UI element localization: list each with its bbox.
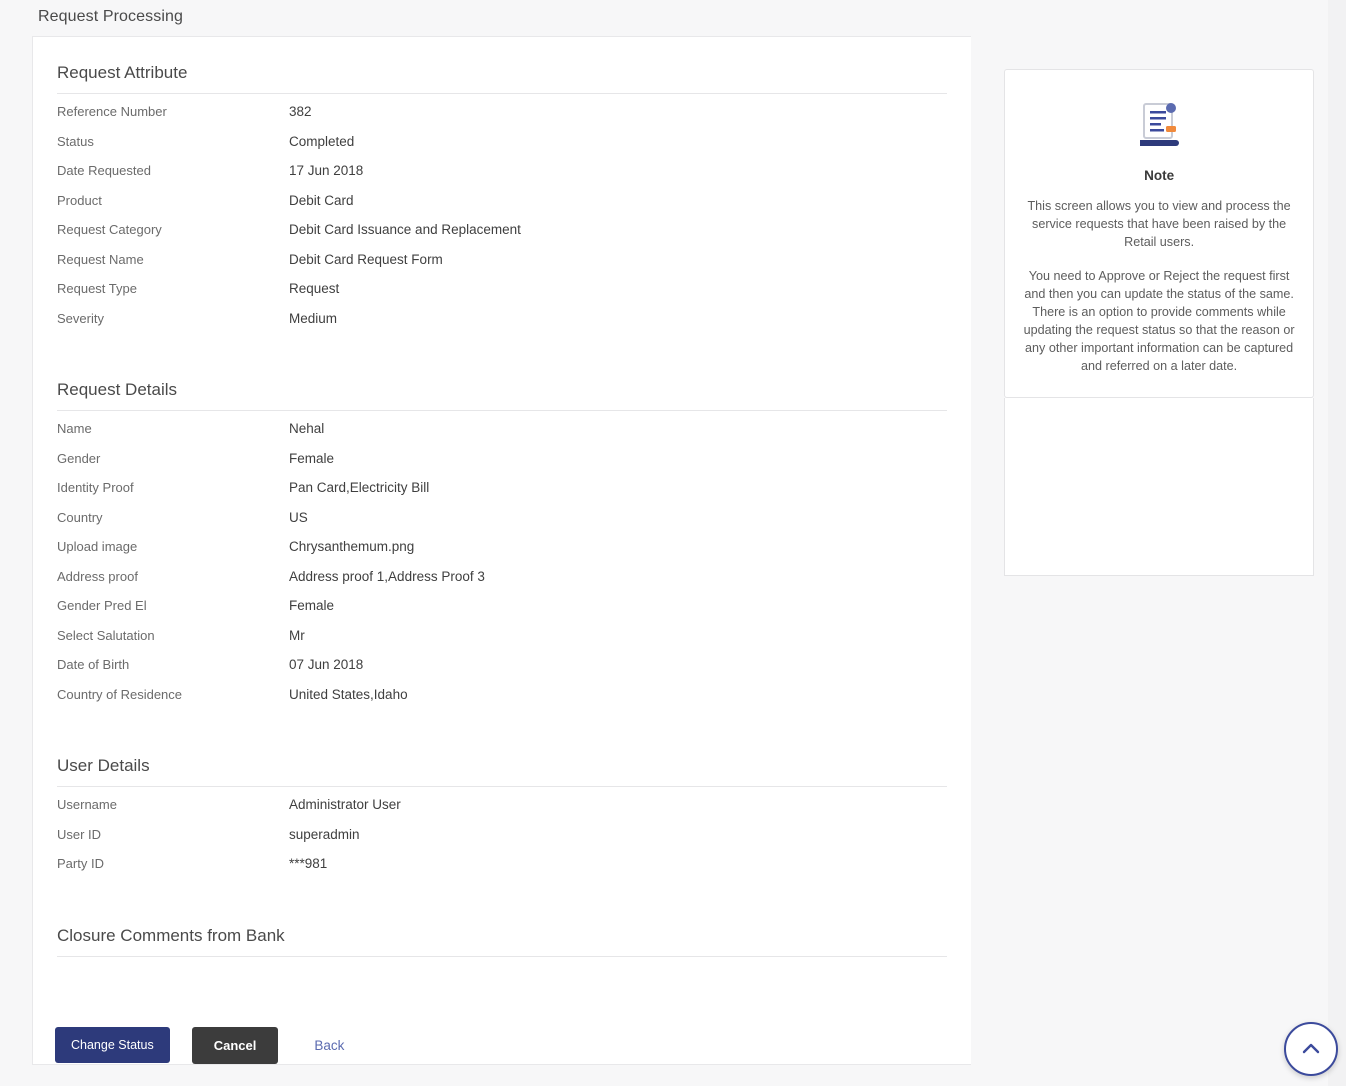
detail-row [57, 311, 947, 341]
detail-label: Request Name [57, 251, 144, 267]
detail-row [57, 134, 947, 164]
detail-row [57, 510, 947, 540]
detail-label: Select Salutation [57, 627, 155, 643]
detail-label: Reference Number [57, 104, 167, 119]
detail-label: Gender [57, 450, 101, 466]
request-details-rows [57, 411, 947, 716]
side-column [1004, 36, 1314, 576]
detail-row [57, 421, 947, 451]
detail-value: 07 Jun 2018 [289, 657, 364, 672]
detail-row [57, 628, 947, 658]
page-title: Request Processing [38, 8, 183, 25]
detail-label: Request Category [57, 222, 162, 237]
detail-row [57, 252, 947, 282]
detail-value: Nehal [289, 421, 325, 436]
side-blank-panel [1004, 398, 1314, 576]
detail-label: Date of Birth [57, 657, 130, 672]
request-attribute-rows [57, 94, 947, 340]
note-card [1004, 69, 1314, 398]
section-title-request-attribute: Request Attribute [57, 37, 947, 94]
detail-label: Request Type [57, 281, 137, 296]
detail-value: 382 [289, 104, 312, 119]
detail-row [57, 222, 947, 252]
section-title-user-details: User Details [57, 734, 947, 787]
back-link[interactable]: Back [308, 1028, 350, 1063]
section-closure-comments [33, 904, 971, 965]
detail-row [57, 797, 947, 827]
detail-row [57, 163, 947, 193]
detail-row [57, 480, 947, 510]
user-details-rows [57, 787, 947, 886]
detail-label: Country of Residence [57, 686, 183, 702]
request-processing-card [32, 36, 971, 1065]
detail-value: Chrysanthemum.png [289, 539, 415, 554]
detail-label: Identity Proof [57, 480, 134, 495]
detail-value: Address proof 1,Address Proof 3 [289, 568, 485, 584]
detail-value: Request [289, 281, 340, 296]
section-request-attribute [33, 37, 971, 340]
document-note-icon [1023, 96, 1295, 154]
detail-row [57, 451, 947, 481]
detail-value: Debit Card Request Form [289, 251, 443, 267]
note-paragraph: You need to Approve or Reject the request first and then you can update the status of the same. There is an option to provide comments while updating the request status so that the reason or any other important information can be captured and referred on a later date. [1023, 269, 1295, 373]
detail-label: Gender Pred El [57, 598, 147, 613]
detail-label: Date Requested [57, 163, 151, 178]
detail-value: Debit Card [289, 192, 354, 208]
chevron-up-icon [1299, 1037, 1323, 1061]
detail-row [57, 827, 947, 857]
detail-label: Country [57, 509, 103, 525]
detail-row [57, 193, 947, 223]
detail-value: Female [289, 450, 335, 466]
detail-label: Name [57, 421, 92, 436]
detail-label: User ID [57, 826, 102, 842]
detail-label: Product [57, 192, 102, 208]
page-right-edge [1328, 0, 1346, 1086]
detail-row [57, 598, 947, 628]
section-request-details [33, 358, 971, 716]
detail-row [57, 657, 947, 687]
detail-row [57, 687, 947, 717]
action-buttons [33, 965, 971, 1064]
detail-value: 17 Jun 2018 [289, 163, 364, 178]
detail-value: Female [289, 598, 335, 613]
detail-value: ***981 [289, 856, 328, 871]
detail-label: Severity [57, 310, 104, 326]
section-title-closure-comments: Closure Comments from Bank [57, 904, 947, 957]
detail-value: Mr [289, 627, 305, 643]
detail-row [57, 539, 947, 569]
note-paragraph: This screen allows you to view and process the service requests that have been raised by the Retail users. [1027, 199, 1291, 249]
detail-row [57, 569, 947, 599]
detail-label: Username [57, 797, 117, 812]
detail-value: Completed [289, 133, 355, 149]
detail-value: Pan Card,Electricity Bill [289, 480, 430, 495]
detail-row [57, 104, 947, 134]
detail-value: superadmin [289, 826, 360, 842]
detail-label: Status [57, 133, 94, 149]
section-title-request-details: Request Details [57, 358, 947, 411]
cancel-button[interactable]: Cancel [192, 1027, 279, 1064]
scroll-to-top-button[interactable] [1284, 1022, 1338, 1076]
spacer [33, 340, 971, 358]
detail-label: Upload image [57, 539, 138, 554]
detail-row [57, 281, 947, 311]
detail-label: Address proof [57, 568, 138, 584]
detail-label: Party ID [57, 856, 104, 871]
spacer [33, 886, 971, 904]
detail-value: United States,Idaho [289, 686, 408, 702]
detail-row [57, 856, 947, 886]
page-layout [0, 36, 1346, 1065]
section-user-details [33, 734, 971, 886]
detail-value: Debit Card Issuance and Replacement [289, 222, 521, 237]
detail-value: Administrator User [289, 797, 401, 812]
change-status-button[interactable]: Change Status [55, 1027, 170, 1063]
detail-value: Medium [289, 310, 338, 326]
note-title: Note [1144, 168, 1175, 183]
detail-value: US [289, 509, 308, 525]
spacer [33, 716, 971, 734]
